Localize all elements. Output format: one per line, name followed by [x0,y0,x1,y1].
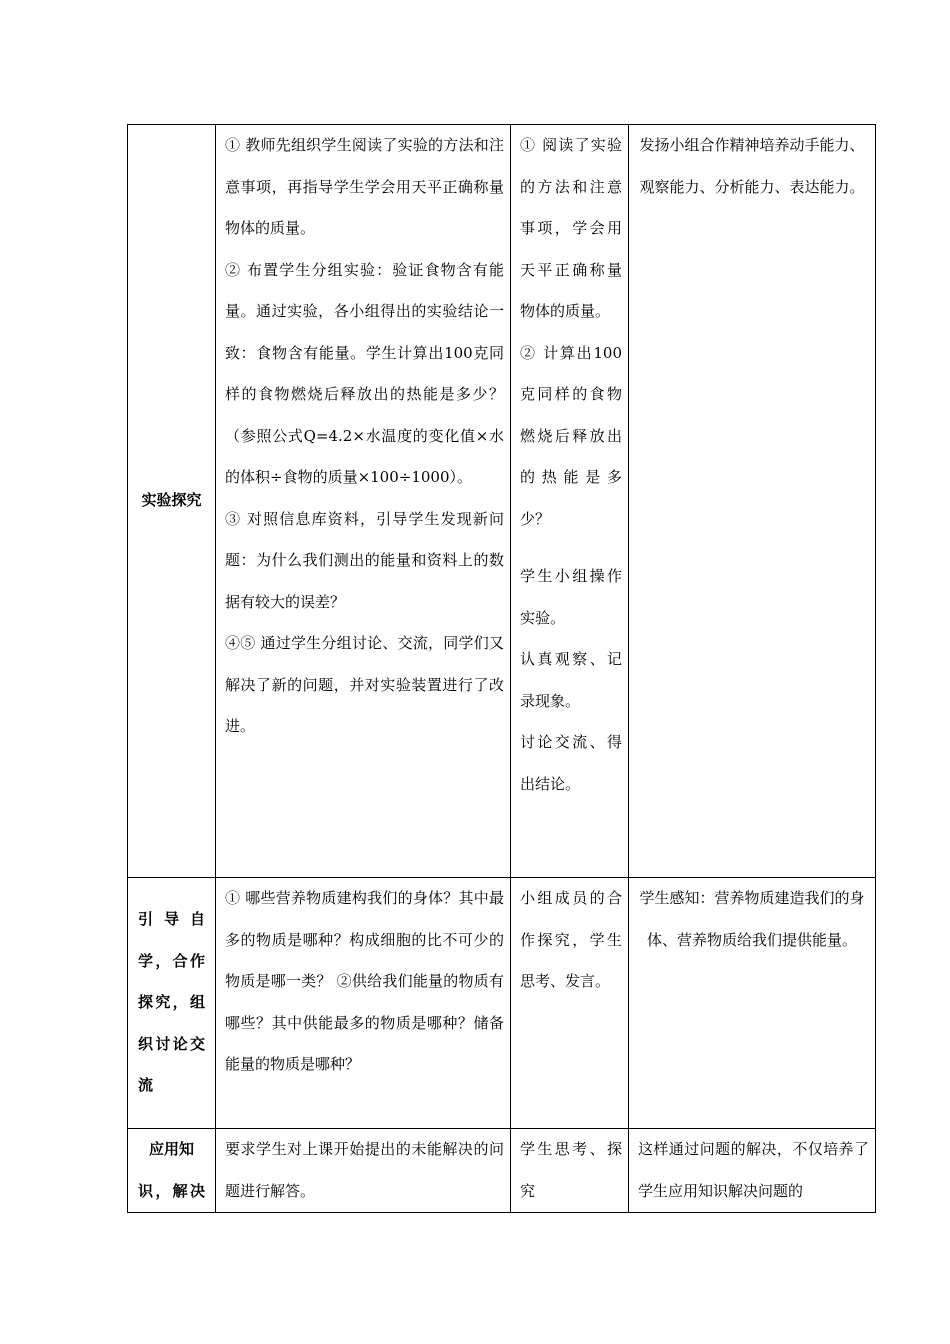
teacher-step-1: ① 教师先组织学生阅读了实验的方法和注意事项，再指导学生学会用天平正确称量物体的质量。 [225,136,504,237]
teacher-step-4: ④⑤ 通过学生分组讨论、交流，同学们又解决了新的问题，并对实验装置进行了改进。 [225,634,504,735]
student-activity-cell [511,878,629,1129]
teacher-activity-cell [216,125,511,878]
teacher-questions: ① 哪些营养物质建构我们的身体？其中最多的物质是哪种？构成细胞的比不可少的物质是哪一类？ ②供给我们能量的物质有哪些？其中供能最多的物质是哪种？储备能量的物质是哪种？ [225,889,504,1073]
stage-label-line: 织讨论交 [138,1034,205,1053]
teacher-step-3: ③ 对照信息库资料，引导学生发现新问题：为什么我们测出的能量和资料上的数据有较大的误差？ [225,509,504,611]
stage-label-line: 流 [138,1076,154,1095]
spacer [511,540,628,556]
design-intent-text: 学生感知：营养物质建造我们的身体、营养物质给我们提供能量。 [639,889,865,949]
stage-label-text: 实验探究 [141,491,202,510]
stage-label [128,1129,216,1213]
stage-label [128,878,216,1129]
table-row [128,878,876,1129]
design-intent-text: 这样通过问题的解决，不仅培养了学生应用知识解决问题的 [638,1140,869,1200]
stage-label-line: 学，合作 [138,951,205,970]
stage-label-line: 探究，组 [138,993,205,1012]
lesson-plan-table [127,124,876,1213]
design-intent-cell [629,1129,876,1213]
design-intent-text: 发扬小组合作精神培养动手能力、观察能力、分析能力、表达能力。 [639,136,865,196]
teacher-step-2: ② 布置学生分组实验：验证食物含有能量。通过实验，各小组得出的实验结论一致：食物含有能量。学生计算出100克同样的食物燃烧后释放出的热能是多少？（参照公式Q=4.2×水温度的变化值×水的体积÷食物的质量×100÷1000）。 [225,260,504,486]
stage-label-line: 应用知 [148,1140,194,1158]
student-activity-cell [511,1129,629,1213]
stage-label-line: 识，解决 [138,1181,205,1200]
stage-label-line: 引导自 [138,910,205,929]
teacher-activity-text: 要求学生对上课开始提出的未能解决的问题进行解答。 [225,1140,504,1200]
student-activity-text: 小组成员的合作探究，学生思考、发言。 [520,889,622,990]
student-step-4: 认真观察、记录现象。 [520,650,622,710]
table-row [128,125,876,878]
student-activity-text: 学生思考、探究 [520,1140,622,1200]
student-step-3: 学生小组操作实验。 [520,567,622,627]
design-intent-cell [629,878,876,1129]
table-row [128,1129,876,1213]
student-step-5: 讨论交流、得出结论。 [520,733,622,793]
stage-label [128,125,216,878]
student-step-2: ② 计算出100克同样的食物燃烧后释放出的热能是多少？ [520,343,622,528]
teacher-activity-cell [216,1129,511,1213]
teacher-activity-cell [216,878,511,1129]
student-activity-cell [511,125,629,878]
design-intent-cell [629,125,876,878]
student-step-1: ① 阅读了实验的方法和注意事项，学会用天平正确称量物体的质量。 [520,136,622,320]
